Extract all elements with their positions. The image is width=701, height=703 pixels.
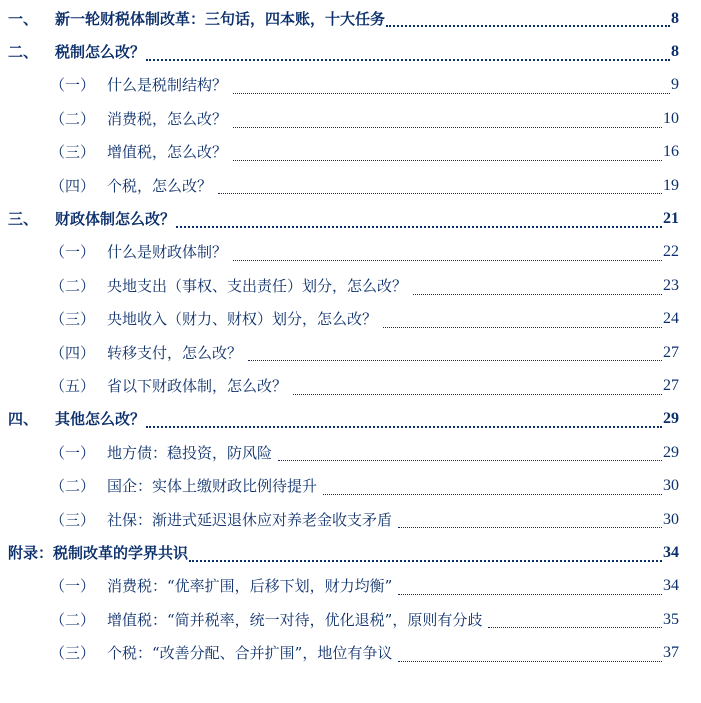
toc-entry-subsection[interactable] — [0, 636, 701, 669]
toc-entry-page: 27 — [663, 343, 679, 361]
dot-leader — [323, 494, 662, 495]
toc-entry-number: （四） — [50, 176, 96, 195]
toc-entry-page: 24 — [663, 310, 679, 328]
toc-entry-number: （五） — [50, 376, 96, 395]
dot-leader — [233, 260, 662, 261]
toc-entry-number: 四、 — [8, 410, 39, 429]
toc-entry-page: 29 — [663, 410, 679, 428]
dot-leader — [218, 193, 662, 194]
dot-leader — [233, 93, 670, 94]
toc-entry-title: 省以下财政体制，怎么改？ — [107, 376, 288, 395]
toc-entry-title: 消费税，怎么改？ — [107, 109, 228, 128]
toc-entry-title: 新一轮财税体制改革：三句话，四本账，十大任务 — [55, 9, 386, 28]
dot-leader — [386, 25, 670, 27]
toc-entry-number: （三） — [50, 310, 96, 329]
dot-leader — [233, 127, 662, 128]
toc-entry-section-3[interactable] — [0, 202, 701, 235]
dot-leader — [488, 627, 662, 628]
table-of-contents — [0, 2, 701, 670]
toc-entry-page: 19 — [663, 176, 679, 194]
toc-entry-subsection[interactable] — [0, 336, 701, 369]
toc-entry-page: 30 — [663, 510, 679, 528]
toc-entry-title: 央地收入（财力、财权）划分，怎么改？ — [107, 310, 378, 329]
toc-entry-page: 29 — [663, 443, 679, 461]
toc-entry-title: 财政体制怎么改？ — [55, 210, 176, 229]
toc-entry-page: 8 — [671, 43, 679, 61]
toc-entry-number: （二） — [50, 276, 96, 295]
toc-entry-number: （四） — [50, 343, 96, 362]
toc-entry-number: （一） — [50, 76, 96, 95]
toc-entry-title: 社保：渐进式延迟退休应对养老金收支矛盾 — [107, 510, 393, 529]
toc-entry-page: 30 — [663, 477, 679, 495]
toc-entry-section-4[interactable] — [0, 403, 701, 436]
toc-entry-title: 附录：税制改革的学界共识 — [8, 543, 189, 562]
toc-entry-subsection[interactable] — [0, 69, 701, 102]
toc-entry-subsection[interactable] — [0, 102, 701, 135]
dot-leader — [278, 460, 662, 461]
toc-entry-subsection[interactable] — [0, 369, 701, 402]
toc-entry-number: 三、 — [8, 210, 39, 229]
toc-entry-number: （二） — [50, 477, 96, 496]
toc-entry-title: 增值税，怎么改？ — [107, 143, 228, 162]
toc-entry-title: 税制怎么改？ — [55, 43, 146, 62]
dot-leader — [383, 327, 662, 328]
toc-entry-subsection[interactable] — [0, 269, 701, 302]
toc-entry-number: （二） — [50, 610, 96, 629]
dot-leader — [413, 294, 662, 295]
toc-entry-page: 34 — [663, 543, 679, 561]
toc-entry-page: 34 — [663, 577, 679, 595]
toc-entry-title: 什么是税制结构？ — [107, 76, 228, 95]
toc-entry-number: （一） — [50, 243, 96, 262]
dot-leader — [176, 226, 662, 228]
toc-entry-number: 二、 — [8, 43, 39, 62]
toc-entry-subsection[interactable] — [0, 236, 701, 269]
toc-entry-title: 国企：实体上缴财政比例待提升 — [107, 477, 318, 496]
toc-entry-subsection[interactable] — [0, 303, 701, 336]
toc-entry-subsection[interactable] — [0, 570, 701, 603]
toc-entry-number: （三） — [50, 644, 96, 663]
dot-leader — [398, 661, 662, 662]
toc-entry-subsection[interactable] — [0, 469, 701, 502]
dot-leader — [398, 527, 662, 528]
dot-leader — [398, 594, 662, 595]
toc-entry-title: 转移支付，怎么改？ — [107, 343, 243, 362]
dot-leader — [233, 160, 662, 161]
toc-entry-page: 8 — [671, 9, 679, 27]
toc-entry-page: 16 — [663, 143, 679, 161]
toc-entry-page: 27 — [663, 376, 679, 394]
toc-entry-subsection[interactable] — [0, 169, 701, 202]
toc-entry-page: 10 — [663, 109, 679, 127]
toc-entry-number: （三） — [50, 510, 96, 529]
toc-entry-page: 23 — [663, 276, 679, 294]
toc-entry-section-2[interactable] — [0, 35, 701, 68]
toc-entry-title: 个税：“改善分配、合并扩围”，地位有争议 — [107, 644, 393, 663]
toc-entry-subsection[interactable] — [0, 136, 701, 169]
toc-entry-title: 其他怎么改？ — [55, 410, 146, 429]
toc-entry-page: 21 — [663, 210, 679, 228]
toc-entry-number: 一、 — [8, 9, 39, 28]
toc-entry-subsection[interactable] — [0, 603, 701, 636]
toc-entry-page: 9 — [671, 76, 679, 94]
toc-entry-number: （一） — [50, 443, 96, 462]
dot-leader — [189, 560, 662, 562]
toc-entry-title: 消费税：“优率扩围，后移下划，财力均衡” — [107, 577, 393, 596]
toc-entry-page: 22 — [663, 243, 679, 261]
toc-entry-subsection[interactable] — [0, 436, 701, 469]
dot-leader — [293, 394, 662, 395]
toc-entry-title: 什么是财政体制？ — [107, 243, 228, 262]
toc-entry-subsection[interactable] — [0, 503, 701, 536]
toc-entry-number: （二） — [50, 109, 96, 128]
toc-entry-number: （三） — [50, 143, 96, 162]
dot-leader — [146, 426, 662, 428]
toc-entry-number: （一） — [50, 577, 96, 596]
toc-entry-appendix[interactable] — [0, 536, 701, 569]
toc-entry-page: 37 — [663, 644, 679, 662]
toc-entry-page: 35 — [663, 610, 679, 628]
dot-leader — [146, 59, 670, 61]
dot-leader — [248, 360, 662, 361]
toc-entry-title: 个税，怎么改？ — [107, 176, 213, 195]
toc-entry-title: 增值税：“简并税率，统一对待，优化退税”，原则有分歧 — [107, 610, 483, 629]
toc-entry-title: 地方债：稳投资，防风险 — [107, 443, 273, 462]
toc-entry-title: 央地支出（事权、支出责任）划分，怎么改？ — [107, 276, 408, 295]
toc-entry-section-1[interactable] — [0, 2, 701, 35]
